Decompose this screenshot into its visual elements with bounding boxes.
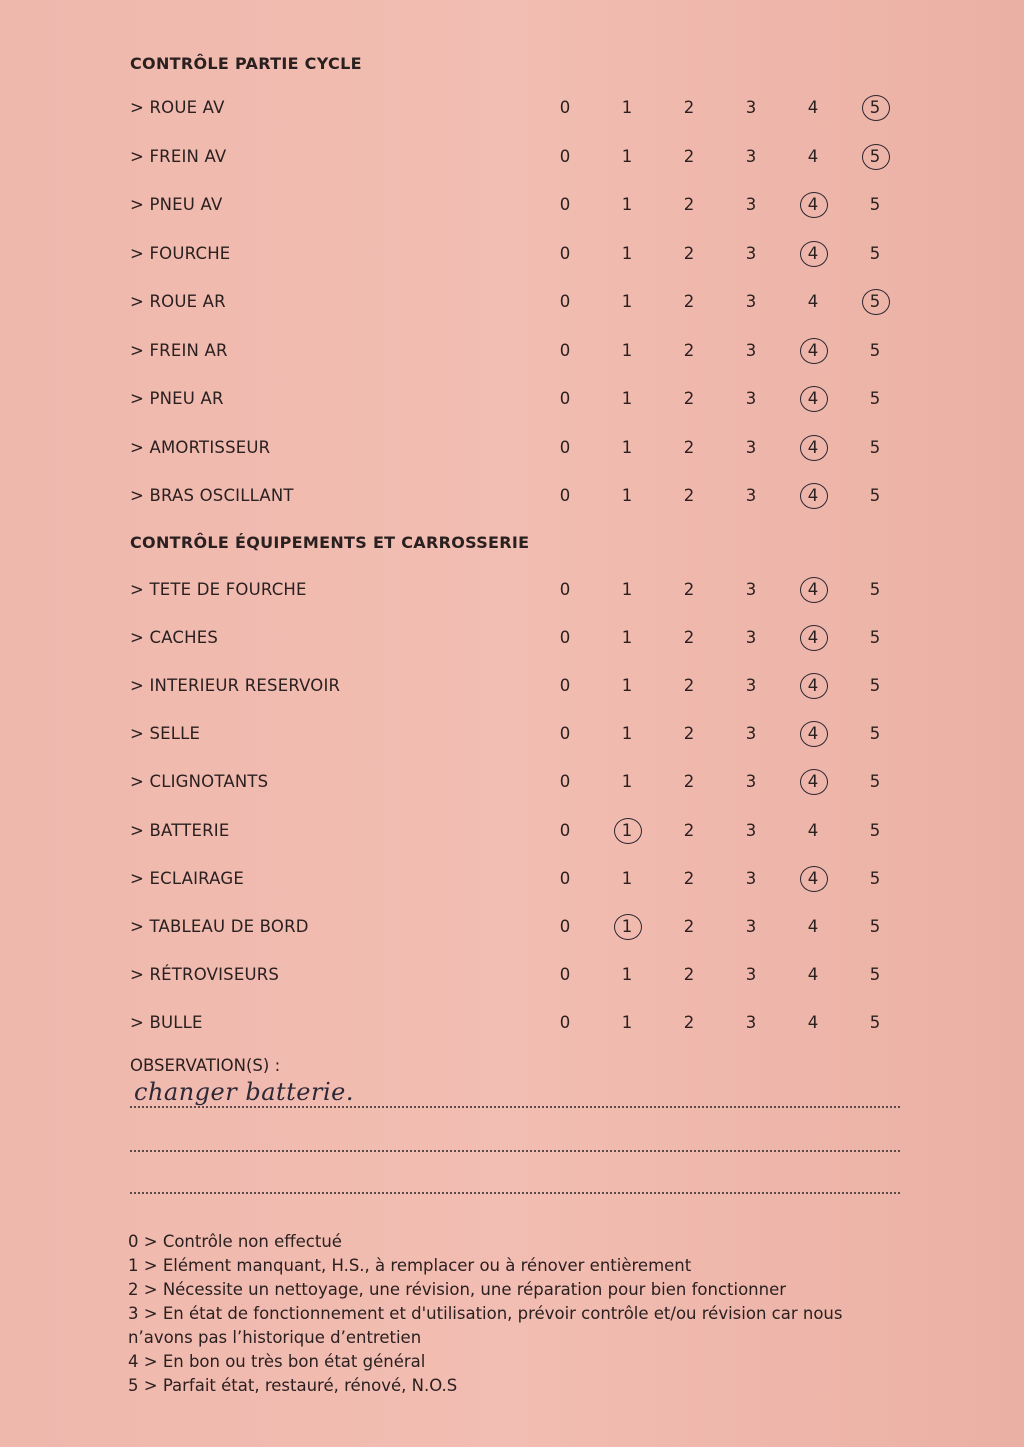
inspection-item-label: > CACHES (130, 628, 219, 648)
score-circled: 4 (798, 772, 828, 791)
score-option: 2 (683, 292, 695, 311)
score-option: 2 (683, 486, 695, 505)
score-option: 3 (745, 389, 757, 408)
score-option: 5 (869, 243, 881, 263)
inspection-row (130, 961, 910, 991)
legend-item: 2 > Nécessite un nettoyage, une révision, une réparation pour bien fonctionner (128, 1280, 787, 1299)
score-option: 0 (559, 389, 571, 408)
score-option: 2 (683, 868, 695, 888)
score-option: 0 (559, 340, 571, 360)
inspection-row (130, 434, 910, 464)
observations-label: OBSERVATION(S) : (130, 1056, 281, 1075)
inspection-row (130, 720, 910, 750)
inspection-item-label: > INTERIEUR RESERVOIR (130, 676, 341, 696)
score-option: 2 (683, 964, 695, 984)
section-title-equipements: CONTRÔLE ÉQUIPEMENTS ET CARROSSERIE (130, 533, 530, 552)
inspection-item-label: > BATTERIE (130, 820, 230, 840)
score-option: 4 (807, 820, 819, 840)
score-option: 0 (559, 98, 571, 117)
score-option: 5 (869, 820, 881, 840)
score-option: 4 (807, 98, 819, 117)
score-option: 3 (745, 243, 757, 263)
score-option: 3 (745, 676, 757, 696)
score-option: 0 (559, 437, 571, 457)
score-option: 5 (869, 437, 881, 457)
score-circled: 4 (798, 195, 828, 214)
score-option: 2 (683, 724, 695, 744)
score-option: 1 (621, 98, 633, 117)
score-option: 2 (683, 340, 695, 360)
score-option: 2 (683, 580, 695, 599)
score-circled: 4 (798, 244, 828, 263)
score-option: 0 (559, 146, 571, 166)
inspection-row (130, 337, 910, 367)
legend-item: 4 > En bon ou très bon état général (128, 1352, 426, 1371)
legend-item: 3 > En état de fonctionnement et d'utilisation, prévoir contrôle et/ou révision car nous n’avons pas l’historique d’entretien (128, 1304, 843, 1347)
score-option: 2 (683, 820, 695, 840)
score-option: 3 (745, 146, 757, 166)
score-option: 0 (559, 964, 571, 984)
score-option: 0 (559, 486, 571, 505)
score-option: 1 (621, 676, 633, 696)
inspection-item-label: > ROUE AV (130, 98, 225, 117)
score-option: 1 (621, 437, 633, 457)
score-circled: 1 (612, 917, 642, 936)
legend-item: 5 > Parfait état, restauré, rénové, N.O.S (128, 1376, 458, 1395)
score-option: 5 (869, 195, 881, 214)
score-option: 1 (621, 340, 633, 360)
score-option: 0 (559, 916, 571, 936)
score-option: 5 (869, 628, 881, 648)
inspection-row (130, 191, 910, 221)
score-circled: 4 (798, 389, 828, 408)
section-title-cycle: CONTRÔLE PARTIE CYCLE (130, 54, 362, 73)
score-option: 2 (683, 628, 695, 648)
score-option: 4 (807, 146, 819, 166)
inspection-item-label: > FREIN AV (130, 146, 227, 166)
score-option: 1 (621, 389, 633, 408)
score-option: 2 (683, 1012, 695, 1032)
score-option: 3 (745, 1012, 757, 1032)
score-option: 5 (869, 1012, 881, 1032)
inspection-row (130, 143, 910, 173)
score-option: 0 (559, 676, 571, 696)
score-circled: 4 (798, 676, 828, 695)
score-option: 2 (683, 98, 695, 117)
score-option: 1 (621, 292, 633, 311)
inspection-item-label: > ROUE AR (130, 292, 226, 311)
score-option: 3 (745, 98, 757, 117)
inspection-item-label: > TABLEAU DE BORD (130, 916, 309, 936)
score-option: 5 (869, 676, 881, 696)
score-circled: 5 (860, 292, 890, 311)
score-option: 3 (745, 916, 757, 936)
score-circled: 4 (798, 486, 828, 505)
score-circled: 4 (798, 724, 828, 743)
score-option: 0 (559, 724, 571, 744)
score-option: 1 (621, 964, 633, 984)
legend (128, 1230, 888, 1398)
score-circled: 4 (798, 580, 828, 599)
inspection-row (130, 817, 910, 847)
inspection-row (130, 624, 910, 654)
inspection-row (130, 94, 910, 124)
inspection-item-label: > BULLE (130, 1012, 203, 1032)
score-option: 5 (869, 724, 881, 744)
score-circled: 5 (860, 98, 890, 117)
score-option: 3 (745, 486, 757, 505)
inspection-item-label: > FOURCHE (130, 243, 231, 263)
score-option: 3 (745, 292, 757, 311)
score-option: 2 (683, 437, 695, 457)
score-option: 3 (745, 724, 757, 744)
score-option: 3 (745, 820, 757, 840)
observations-handwritten: changer batterie. (134, 1078, 354, 1106)
inspection-item-label: > BRAS OSCILLANT (130, 486, 294, 505)
score-option: 1 (621, 486, 633, 505)
score-option: 0 (559, 580, 571, 599)
score-option: 1 (621, 628, 633, 648)
inspection-row (130, 576, 910, 606)
inspection-row (130, 240, 910, 270)
score-option: 0 (559, 868, 571, 888)
score-circled: 4 (798, 628, 828, 647)
score-option: 5 (869, 389, 881, 408)
score-option: 5 (869, 580, 881, 599)
score-option: 0 (559, 820, 571, 840)
score-option: 0 (559, 195, 571, 214)
inspection-item-label: > TETE DE FOURCHE (130, 580, 307, 599)
score-option: 0 (559, 628, 571, 648)
score-option: 3 (745, 868, 757, 888)
score-option: 2 (683, 146, 695, 166)
score-option: 1 (621, 868, 633, 888)
inspection-row (130, 768, 910, 798)
score-option: 5 (869, 964, 881, 984)
score-option: 4 (807, 292, 819, 311)
score-option: 3 (745, 580, 757, 599)
inspection-row (130, 482, 910, 512)
observation-line (130, 1192, 900, 1194)
score-option: 2 (683, 916, 695, 936)
inspection-row (130, 672, 910, 702)
inspection-row (130, 385, 910, 415)
inspection-row (130, 865, 910, 895)
observation-line (130, 1150, 900, 1152)
score-option: 0 (559, 1012, 571, 1032)
score-option: 3 (745, 772, 757, 792)
score-circled: 1 (612, 821, 642, 840)
score-option: 1 (621, 195, 633, 214)
inspection-item-label: > RÉTROVISEURS (130, 964, 280, 984)
score-option: 4 (807, 964, 819, 984)
score-option: 4 (807, 916, 819, 936)
score-option: 0 (559, 772, 571, 792)
observation-line (130, 1106, 900, 1108)
score-option: 1 (621, 146, 633, 166)
score-option: 5 (869, 772, 881, 792)
score-option: 1 (621, 580, 633, 599)
score-option: 3 (745, 964, 757, 984)
score-option: 5 (869, 340, 881, 360)
score-circled: 4 (798, 438, 828, 457)
score-option: 3 (745, 340, 757, 360)
score-option: 2 (683, 195, 695, 214)
inspection-item-label: > SELLE (130, 724, 201, 744)
inspection-row (130, 913, 910, 943)
inspection-row (130, 288, 910, 318)
score-option: 5 (869, 868, 881, 888)
inspection-item-label: > CLIGNOTANTS (130, 772, 269, 792)
inspection-item-label: > AMORTISSEUR (130, 437, 271, 457)
legend-item: 0 > Contrôle non effectué (128, 1232, 342, 1251)
inspection-item-label: > PNEU AV (130, 195, 223, 214)
score-circled: 5 (860, 147, 890, 166)
inspection-item-label: > PNEU AR (130, 389, 224, 408)
score-option: 1 (621, 772, 633, 792)
score-option: 3 (745, 628, 757, 648)
score-option: 3 (745, 437, 757, 457)
inspection-item-label: > FREIN AR (130, 340, 228, 360)
score-option: 2 (683, 243, 695, 263)
score-option: 2 (683, 772, 695, 792)
score-circled: 4 (798, 869, 828, 888)
score-option: 1 (621, 243, 633, 263)
score-option: 0 (559, 243, 571, 263)
score-option: 4 (807, 1012, 819, 1032)
score-option: 2 (683, 676, 695, 696)
score-option: 1 (621, 1012, 633, 1032)
score-option: 0 (559, 292, 571, 311)
score-circled: 4 (798, 341, 828, 360)
inspection-item-label: > ECLAIRAGE (130, 868, 244, 888)
inspection-row (130, 1009, 910, 1039)
score-option: 3 (745, 195, 757, 214)
score-option: 5 (869, 916, 881, 936)
score-option: 2 (683, 389, 695, 408)
score-option: 1 (621, 724, 633, 744)
legend-item: 1 > Elément manquant, H.S., à remplacer ou à rénover entièrement (128, 1256, 692, 1275)
score-option: 5 (869, 486, 881, 505)
